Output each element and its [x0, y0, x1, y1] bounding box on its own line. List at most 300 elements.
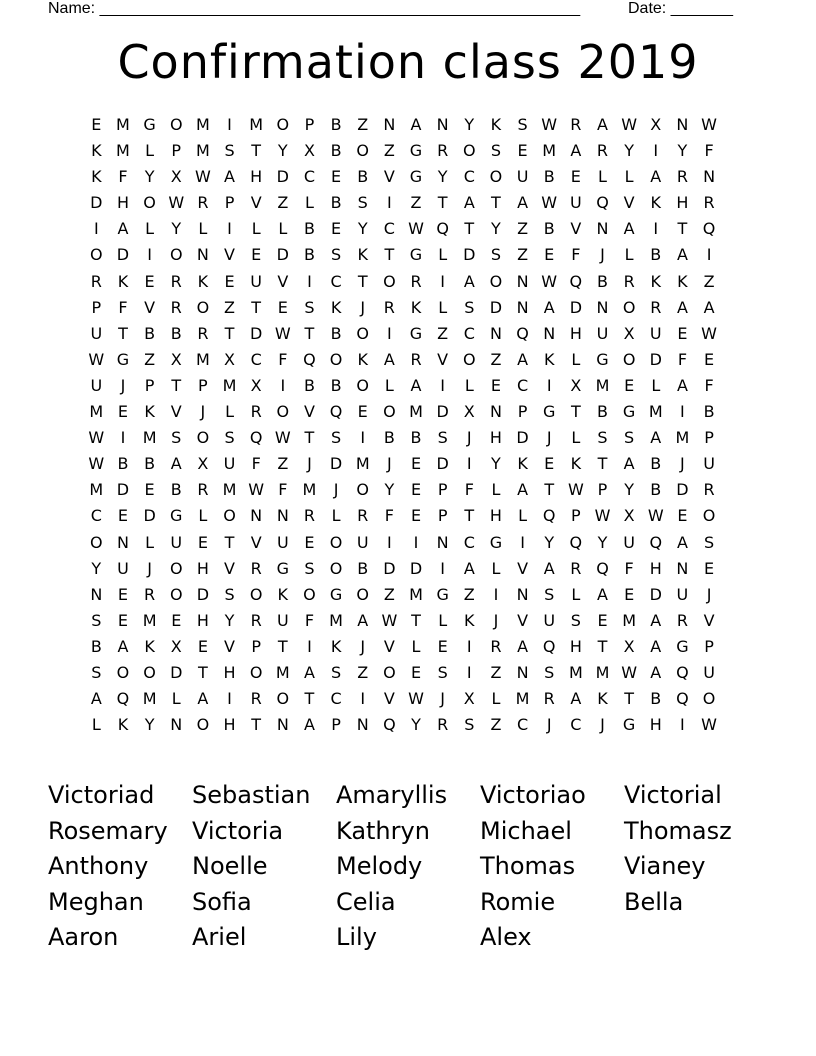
grid-letter: O — [329, 349, 343, 369]
grid-letter: X — [170, 167, 182, 187]
grid-letter: L — [331, 506, 341, 526]
grid-letter: F — [704, 141, 714, 161]
grid-letter: H — [250, 167, 263, 187]
grid-letter: M — [302, 480, 317, 500]
grid-letter: G — [622, 715, 636, 735]
grid-letter: I — [546, 375, 552, 395]
grid-letter: N — [676, 115, 689, 134]
grid-letter: J — [360, 297, 366, 317]
grid-letter: P — [331, 715, 341, 735]
grid-letter: M — [409, 402, 423, 422]
grid-letter: J — [307, 454, 312, 474]
grid-letter: O — [356, 141, 370, 161]
grid-letter: X — [463, 402, 475, 422]
grid-letter: K — [117, 715, 129, 735]
grid-letter: V — [623, 193, 635, 213]
grid-letter: Q — [116, 689, 130, 709]
grid-letter: I — [653, 141, 659, 161]
grid-letter: B — [383, 428, 395, 448]
grid-letter: C — [516, 375, 529, 395]
grid-letter: P — [437, 480, 448, 500]
grid-letter: Q — [649, 532, 663, 552]
grid-letter: E — [544, 245, 555, 265]
grid-letter: I — [307, 271, 312, 291]
grid-letter: X — [303, 141, 315, 161]
grid-letter: E — [704, 558, 715, 578]
grid-letter: N — [489, 402, 502, 422]
grid-letter: T — [224, 532, 235, 552]
grid-letter: N — [489, 323, 502, 343]
grid-letter: B — [330, 115, 342, 134]
grid-letter: K — [543, 349, 555, 369]
grid-letter: M — [275, 662, 290, 682]
grid-letter: Y — [91, 558, 102, 578]
grid-letter: S — [544, 662, 555, 682]
grid-letter: L — [624, 245, 634, 265]
grid-letter: Y — [357, 219, 368, 239]
grid-letter: M — [222, 480, 237, 500]
grid-letter: E — [437, 636, 448, 656]
grid-letter: N — [170, 715, 183, 735]
grid-letter: U — [543, 610, 556, 630]
grid-letter: U — [596, 323, 609, 343]
grid-letter: B — [650, 245, 662, 265]
grid-letter: E — [251, 245, 262, 265]
grid-letter: T — [118, 323, 128, 343]
grid-letter: B — [170, 323, 182, 343]
grid-letter: Z — [703, 271, 715, 291]
grid-letter: R — [383, 297, 395, 317]
word-list-item: Lily — [336, 923, 377, 951]
grid-letter: M — [595, 662, 610, 682]
grid-letter: O — [356, 323, 370, 343]
grid-letter: D — [409, 558, 423, 578]
grid-letter: O — [356, 480, 370, 500]
grid-letter: E — [171, 610, 182, 630]
grid-letter: A — [197, 689, 209, 709]
grid-letter: D — [383, 558, 396, 578]
grid-letter: I — [227, 219, 232, 239]
grid-letter: I — [466, 636, 472, 656]
date-field-label: Date: _______ — [628, 0, 733, 17]
grid-letter: E — [197, 532, 208, 552]
grid-letter: J — [333, 480, 339, 500]
grid-letter: Z — [144, 349, 156, 369]
grid-letter: F — [251, 454, 261, 474]
grid-letter: Z — [437, 323, 449, 343]
grid-letter: O — [169, 558, 183, 578]
grid-letter: W — [701, 115, 717, 134]
grid-letter: B — [144, 454, 156, 474]
word-list-item: Victoria — [192, 816, 284, 845]
grid-letter: B — [90, 636, 102, 656]
grid-letter: E — [410, 506, 422, 526]
grid-letter: G — [116, 349, 130, 369]
grid-letter: H — [116, 193, 129, 213]
grid-letter: S — [490, 141, 501, 161]
grid-letter: E — [117, 584, 129, 604]
grid-letter: V — [224, 245, 235, 265]
grid-letter: B — [330, 193, 342, 213]
grid-letter: B — [303, 245, 315, 265]
grid-letter: K — [277, 584, 289, 604]
grid-letter: Y — [491, 219, 501, 239]
grid-letter: Z — [277, 193, 289, 213]
word-list-item: Sofia — [192, 887, 252, 916]
grid-letter: R — [437, 141, 449, 161]
grid-letter: J — [147, 558, 152, 578]
grid-letter: U — [356, 532, 369, 552]
grid-letter: A — [703, 297, 715, 317]
grid-letter: B — [597, 402, 608, 422]
grid-letter: T — [304, 428, 315, 448]
grid-letter: E — [357, 402, 368, 422]
grid-letter: E — [544, 454, 555, 474]
grid-letter: I — [440, 375, 445, 395]
grid-letter: H — [649, 558, 662, 578]
grid-letter: Q — [329, 402, 343, 422]
grid-letter: V — [224, 558, 235, 578]
grid-letter: Y — [171, 219, 182, 239]
grid-letter: L — [438, 245, 448, 265]
grid-letter: W — [194, 167, 211, 187]
word-list-item: Rosemary — [48, 816, 168, 845]
grid-letter: E — [197, 636, 208, 656]
grid-letter: S — [331, 428, 342, 448]
grid-letter: B — [543, 219, 555, 239]
grid-letter: M — [675, 428, 690, 448]
grid-letter: R — [197, 193, 209, 213]
grid-letter: R — [623, 271, 635, 291]
grid-letter: A — [597, 584, 608, 604]
grid-letter: Q — [676, 662, 689, 682]
grid-letter: P — [704, 636, 714, 656]
grid-letter: O — [489, 271, 503, 291]
grid-letter: I — [520, 532, 525, 552]
grid-letter: N — [196, 245, 209, 265]
grid-letter: W — [274, 428, 291, 448]
grid-letter: V — [250, 532, 262, 552]
grid-letter: T — [624, 689, 635, 709]
grid-letter: L — [571, 349, 581, 369]
word-list-item: Sebastian — [192, 781, 311, 809]
grid-letter: Y — [411, 715, 421, 735]
grid-letter: M — [568, 662, 583, 682]
grid-letter: I — [147, 245, 152, 265]
grid-letter: P — [571, 506, 581, 526]
grid-letter: M — [542, 141, 557, 161]
grid-letter: B — [303, 375, 315, 395]
grid-letter: A — [117, 219, 129, 239]
grid-letter: N — [356, 715, 369, 735]
grid-letter: A — [650, 167, 662, 187]
grid-letter: K — [677, 271, 688, 291]
grid-letter: T — [464, 219, 475, 239]
grid-letter: S — [224, 428, 235, 448]
grid-letter: O — [196, 297, 210, 317]
grid-letter: W — [647, 506, 664, 526]
grid-letter: I — [387, 193, 392, 213]
grid-letter: Z — [357, 115, 369, 134]
grid-letter: B — [650, 480, 662, 500]
grid-letter: N — [596, 297, 609, 317]
grid-letter: O — [116, 662, 130, 682]
grid-letter: K — [490, 115, 502, 134]
grid-letter: I — [227, 115, 232, 134]
grid-letter: A — [676, 375, 688, 395]
grid-letter: Y — [224, 610, 235, 630]
grid-letter: G — [409, 323, 423, 343]
grid-letter: A — [410, 115, 422, 134]
grid-letter: A — [517, 349, 529, 369]
grid-letter: G — [436, 584, 449, 604]
grid-letter: S — [224, 141, 235, 161]
word-list-item: Victorial — [624, 781, 722, 809]
grid-letter: V — [383, 167, 395, 187]
grid-letter: L — [411, 636, 421, 656]
grid-letter: E — [490, 375, 501, 395]
grid-letter: O — [90, 245, 103, 265]
grid-letter: E — [144, 271, 155, 291]
grid-letter: Q — [569, 271, 583, 291]
grid-letter: L — [251, 219, 261, 239]
grid-letter: V — [144, 297, 156, 317]
grid-letter: M — [195, 349, 210, 369]
grid-letter: L — [198, 506, 208, 526]
grid-letter: W — [88, 349, 105, 369]
grid-letter: D — [649, 349, 662, 369]
grid-letter: O — [196, 715, 210, 735]
grid-letter: H — [489, 428, 502, 448]
grid-letter: A — [224, 167, 235, 187]
grid-letter: A — [303, 715, 315, 735]
grid-letter: T — [277, 636, 288, 656]
grid-letter: Q — [383, 715, 396, 735]
grid-letter: S — [304, 297, 315, 317]
grid-letter: J — [600, 245, 605, 265]
grid-letter: K — [330, 636, 342, 656]
grid-letter: T — [677, 219, 688, 239]
grid-letter: W — [701, 323, 717, 343]
grid-letter: P — [251, 636, 261, 656]
grid-letter: O — [383, 271, 396, 291]
word-list — [48, 778, 768, 956]
grid-letter: U — [569, 193, 582, 213]
grid-letter: R — [703, 193, 715, 213]
grid-letter: O — [622, 349, 636, 369]
grid-letter: P — [304, 115, 315, 134]
grid-letter: G — [543, 402, 556, 422]
grid-letter: D — [250, 323, 263, 343]
grid-letter: O — [223, 506, 236, 526]
grid-letter: R — [197, 480, 209, 500]
grid-letter: A — [517, 636, 529, 656]
grid-letter: G — [143, 115, 156, 134]
grid-letter: V — [517, 558, 529, 578]
grid-letter: M — [595, 375, 610, 395]
grid-letter: A — [650, 662, 662, 682]
grid-letter: X — [463, 689, 475, 709]
grid-letter: H — [649, 715, 662, 735]
grid-letter: H — [196, 610, 209, 630]
grid-letter: Z — [463, 584, 475, 604]
grid-letter: U — [276, 532, 289, 552]
grid-letter: N — [516, 584, 529, 604]
grid-letter: V — [703, 610, 715, 630]
grid-letter: Z — [490, 715, 502, 735]
grid-letter: Z — [517, 219, 529, 239]
grid-letter: A — [170, 454, 182, 474]
grid-letter: X — [170, 349, 182, 369]
grid-letter: D — [436, 454, 449, 474]
grid-letter: M — [515, 689, 530, 709]
grid-letter: L — [491, 689, 501, 709]
grid-letter: W — [621, 115, 638, 134]
grid-letter: Z — [490, 662, 502, 682]
grid-letter: S — [437, 662, 448, 682]
grid-letter: O — [356, 375, 370, 395]
grid-letter: D — [516, 428, 529, 448]
grid-letter: S — [703, 532, 715, 552]
grid-letter: N — [676, 558, 689, 578]
grid-letter: P — [171, 141, 182, 161]
grid-letter: C — [90, 506, 102, 526]
grid-letter: O — [276, 115, 290, 134]
grid-letter: Q — [702, 219, 716, 239]
grid-letter: O — [249, 662, 263, 682]
grid-letter: I — [440, 558, 445, 578]
grid-letter: U — [516, 167, 529, 187]
grid-letter: X — [570, 375, 582, 395]
grid-letter: Z — [277, 454, 289, 474]
grid-letter: G — [622, 402, 636, 422]
grid-letter: N — [276, 506, 289, 526]
grid-letter: M — [622, 610, 637, 630]
grid-letter: U — [703, 662, 715, 682]
grid-letter: H — [223, 662, 236, 682]
grid-letter: B — [357, 167, 369, 187]
grid-letter: T — [224, 323, 235, 343]
grid-letter: R — [410, 349, 422, 369]
grid-letter: A — [517, 480, 529, 500]
grid-letter: D — [276, 245, 289, 265]
grid-letter: J — [440, 689, 445, 709]
grid-letter: I — [493, 584, 499, 604]
grid-letter: J — [493, 610, 499, 630]
grid-letter: K — [597, 689, 608, 709]
grid-letter: S — [597, 428, 608, 448]
grid-letter: A — [650, 428, 662, 448]
grid-letter: W — [567, 480, 584, 500]
grid-letter: K — [357, 245, 368, 265]
grid-letter: E — [410, 454, 422, 474]
grid-letter: J — [706, 584, 712, 604]
grid-letter: P — [597, 480, 608, 500]
grid-letter: L — [518, 506, 528, 526]
grid-letter: O — [90, 532, 103, 552]
grid-letter: V — [170, 402, 182, 422]
grid-letter: C — [516, 715, 529, 735]
grid-letter: U — [649, 323, 662, 343]
word-list-item: Vianey — [624, 852, 706, 880]
grid-letter: G — [170, 506, 183, 526]
grid-letter: H — [223, 715, 236, 735]
grid-letter: M — [329, 610, 343, 630]
grid-letter: Z — [224, 297, 235, 317]
grid-letter: D — [170, 662, 183, 682]
grid-letter: R — [170, 271, 182, 291]
grid-letter: B — [597, 271, 608, 291]
grid-letter: R — [437, 715, 449, 735]
grid-letter: D — [436, 402, 449, 422]
grid-letter: L — [598, 167, 607, 187]
word-list-item: Noelle — [192, 852, 268, 880]
grid-letter: J — [387, 454, 392, 474]
grid-letter: I — [93, 219, 99, 239]
grid-letter: V — [303, 402, 315, 422]
word-list-item: Thomas — [480, 852, 576, 880]
grid-letter: M — [142, 610, 157, 630]
grid-letter: V — [383, 689, 395, 709]
word-list-item: Romie — [480, 887, 556, 916]
grid-letter: B — [357, 558, 369, 578]
grid-letter: O — [489, 167, 503, 187]
grid-letter: L — [491, 558, 501, 578]
grid-letter: E — [597, 610, 608, 630]
grid-letter: D — [90, 193, 103, 213]
grid-letter: W — [88, 428, 105, 448]
grid-letter: S — [517, 115, 528, 134]
grid-letter: D — [143, 506, 156, 526]
grid-letter: A — [543, 558, 555, 578]
page-title: Confirmation class 2019 — [117, 35, 699, 89]
grid-letter: Z — [410, 193, 422, 213]
grid-letter: I — [466, 662, 472, 682]
grid-letter: X — [250, 375, 262, 395]
grid-letter: W — [408, 689, 424, 709]
grid-letter: Q — [596, 193, 609, 213]
grid-letter: L — [571, 584, 581, 604]
grid-letter: A — [676, 297, 688, 317]
grid-letter: O — [383, 402, 396, 422]
grid-letter: T — [304, 689, 315, 709]
grid-letter: I — [413, 532, 419, 552]
grid-letter: J — [600, 715, 605, 735]
grid-letter: S — [544, 584, 555, 604]
grid-letter: Q — [542, 636, 556, 656]
grid-letter: K — [144, 636, 155, 656]
grid-letter: P — [198, 375, 208, 395]
grid-letter: K — [517, 454, 528, 474]
grid-letter: T — [197, 662, 208, 682]
word-list-item: Michael — [480, 816, 572, 845]
grid-letter: G — [676, 636, 689, 656]
grid-letter: A — [597, 115, 608, 134]
grid-letter: Q — [596, 558, 609, 578]
grid-letter: V — [570, 219, 582, 239]
grid-letter: A — [303, 662, 315, 682]
grid-letter: U — [703, 454, 715, 474]
grid-letter: S — [91, 662, 102, 682]
grid-letter: T — [437, 193, 448, 213]
grid-letter: O — [196, 428, 210, 448]
grid-letter: D — [463, 245, 476, 265]
grid-letter: I — [307, 636, 312, 656]
grid-letter: D — [116, 480, 130, 500]
grid-letter: K — [410, 297, 422, 317]
grid-letter: T — [411, 610, 421, 630]
grid-letter: E — [277, 297, 288, 317]
